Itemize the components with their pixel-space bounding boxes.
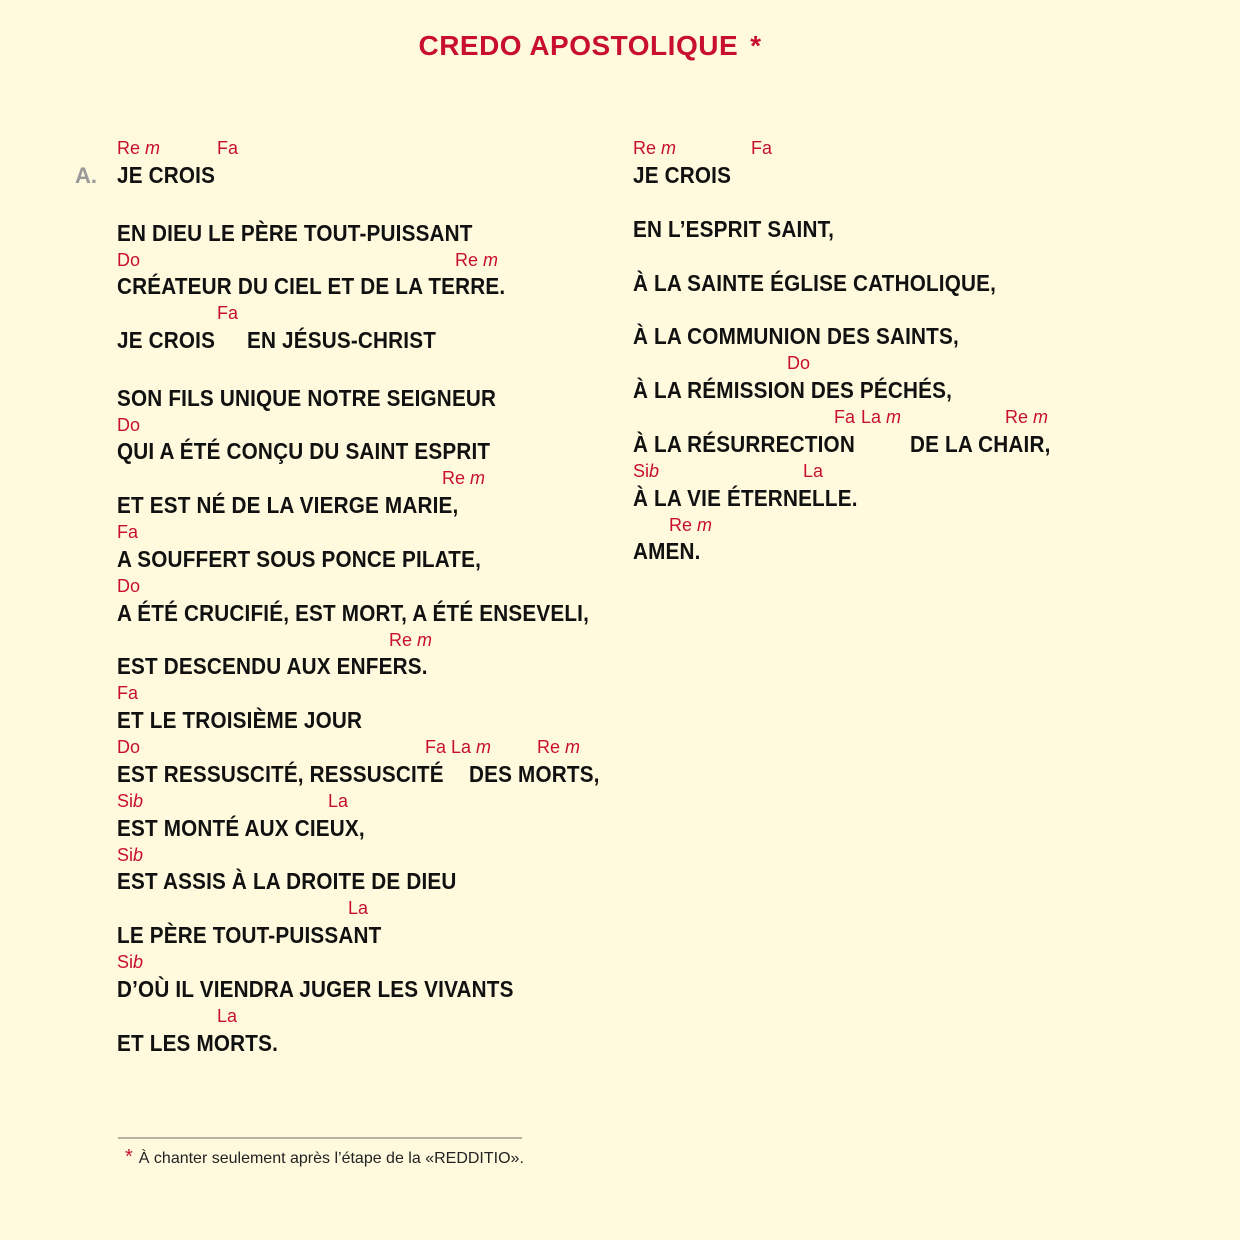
chord-label (117, 845, 143, 866)
chord-label (117, 522, 138, 543)
chord-root: La (328, 791, 349, 811)
chord-root: Fa (117, 522, 139, 542)
lyric-line: JE CROIS (117, 162, 216, 188)
chord-root: La (348, 898, 369, 918)
lyric-line: A ÉTÉ CRUCIFIÉ, EST MORT, A ÉTÉ ENSEVELI, (117, 600, 590, 626)
footnote-text: À chanter seulement après l’étape de la «REDDITIO». (138, 1150, 524, 1167)
chord-mode: b (649, 461, 660, 481)
lyric-line: A SOUFFERT SOUS PONCE PILATE, (117, 546, 482, 572)
lyric-line: EST ASSIS À LA DROITE DE DIEU (117, 868, 457, 894)
title-asterisk: * (750, 30, 762, 61)
chord-root: Re (1005, 407, 1029, 427)
lyric-line: ET LE TROISIÈME JOUR (117, 707, 363, 733)
chord-label (217, 138, 238, 159)
chord-root: La (861, 407, 882, 427)
chord-label (669, 515, 712, 536)
chord-label (117, 791, 143, 812)
chord-root: Do (787, 353, 811, 373)
chord-label (117, 138, 160, 159)
chord-root: Fa (217, 138, 239, 158)
lyric-line: À LA RÉSURRECTION (633, 431, 855, 457)
chord-label (751, 138, 772, 159)
chord-label (633, 138, 676, 159)
chord-root: Do (117, 415, 141, 435)
lyric-line: À LA COMMUNION DES SAINTS, (633, 323, 959, 349)
chord-root: Re (389, 630, 413, 650)
chord-label (834, 407, 855, 428)
chord-mode: b (133, 791, 144, 811)
lyric-line: LE PÈRE TOUT-PUISSANT (117, 922, 382, 948)
chord-label (117, 683, 138, 704)
lyric-line: CRÉATEUR DU CIEL ET DE LA TERRE. (117, 273, 506, 299)
chord-root: Re (669, 515, 693, 535)
footnote (125, 1146, 524, 1169)
chord-root: Re (455, 250, 479, 270)
chord-label (425, 737, 446, 758)
chord-label (803, 461, 823, 482)
chord-mode: m (145, 138, 161, 158)
chord-label (117, 250, 140, 271)
lyric-line: SON FILS UNIQUE NOTRE SEIGNEUR (117, 385, 497, 411)
lyric-line: EST MONTÉ AUX CIEUX, (117, 815, 365, 841)
page-title (0, 30, 1180, 62)
chord-label (537, 737, 580, 758)
chord-root: Fa (425, 737, 447, 757)
lyric-line: DE LA CHAIR, (910, 431, 1051, 457)
chord-mode: m (470, 468, 486, 488)
chord-label (455, 250, 498, 271)
chord-root: Fa (751, 138, 773, 158)
chord-label (117, 576, 140, 597)
lyric-line: D’OÙ IL VIENDRA JUGER LES VIVANTS (117, 976, 514, 1002)
chord-label (328, 791, 348, 812)
footnote-rule (118, 1137, 522, 1139)
lyric-line: EN L’ESPRIT SAINT, (633, 216, 835, 242)
chord-label (861, 407, 901, 428)
chord-label (217, 303, 238, 324)
chord-root: Do (117, 576, 141, 596)
chord-label (787, 353, 810, 374)
section-label: A. (75, 163, 97, 188)
chord-mode: m (565, 737, 581, 757)
chord-root: Re (633, 138, 657, 158)
chord-mode: b (133, 952, 144, 972)
chord-mode: m (661, 138, 677, 158)
lyric-line: JE CROIS (633, 162, 732, 188)
chord-root: La (803, 461, 824, 481)
chord-root: Si (117, 952, 134, 972)
lyric-line: EN DIEU LE PÈRE TOUT-PUISSANT (117, 220, 473, 246)
lyric-line: EST DESCENDU AUX ENFERS. (117, 653, 428, 679)
chord-root: Si (633, 461, 650, 481)
lyric-line: ET EST NÉ DE LA VIERGE MARIE, (117, 492, 459, 518)
title-text: CREDO APOSTOLIQUE (418, 30, 739, 61)
chord-label (117, 415, 140, 436)
chord-label (217, 1006, 237, 1027)
chord-root: Fa (117, 683, 139, 703)
chord-root: Si (117, 845, 134, 865)
chord-label (442, 468, 485, 489)
chord-root: Do (117, 737, 141, 757)
chord-root: Re (117, 138, 141, 158)
chord-mode: b (133, 845, 144, 865)
lyric-line: AMEN. (633, 538, 701, 564)
chord-root: Si (117, 791, 134, 811)
chord-mode: m (1033, 407, 1049, 427)
lyric-line: QUI A ÉTÉ CONÇU DU SAINT ESPRIT (117, 438, 491, 464)
chord-label (117, 737, 140, 758)
chord-label (451, 737, 491, 758)
chord-root: La (217, 1006, 238, 1026)
chord-label (348, 898, 368, 919)
chord-root: Re (442, 468, 466, 488)
lyric-line: À LA VIE ÉTERNELLE. (633, 485, 858, 511)
lyric-line: DES MORTS, (469, 761, 600, 787)
chord-root: Re (537, 737, 561, 757)
lyric-line: ET LES MORTS. (117, 1030, 279, 1056)
chord-root: La (451, 737, 472, 757)
chord-label (1005, 407, 1048, 428)
chord-root: Fa (217, 303, 239, 323)
chord-mode: m (483, 250, 499, 270)
chord-mode: m (476, 737, 492, 757)
chord-label (117, 952, 143, 973)
chord-root: Do (117, 250, 141, 270)
lyric-line: JE CROIS (117, 327, 216, 353)
lyric-line: EN JÉSUS-CHRIST (247, 327, 437, 353)
lyric-line: EST RESSUSCITÉ, RESSUSCITÉ (117, 761, 444, 787)
footnote-asterisk: * (125, 1146, 133, 1168)
chord-root: Fa (834, 407, 856, 427)
chord-mode: m (417, 630, 433, 650)
chord-mode: m (697, 515, 713, 535)
chord-mode: m (886, 407, 902, 427)
lyric-line: À LA RÉMISSION DES PÉCHÉS, (633, 377, 953, 403)
chord-label (389, 630, 432, 651)
lyric-line: À LA SAINTE ÉGLISE CATHOLIQUE, (633, 270, 997, 296)
chord-label (633, 461, 659, 482)
